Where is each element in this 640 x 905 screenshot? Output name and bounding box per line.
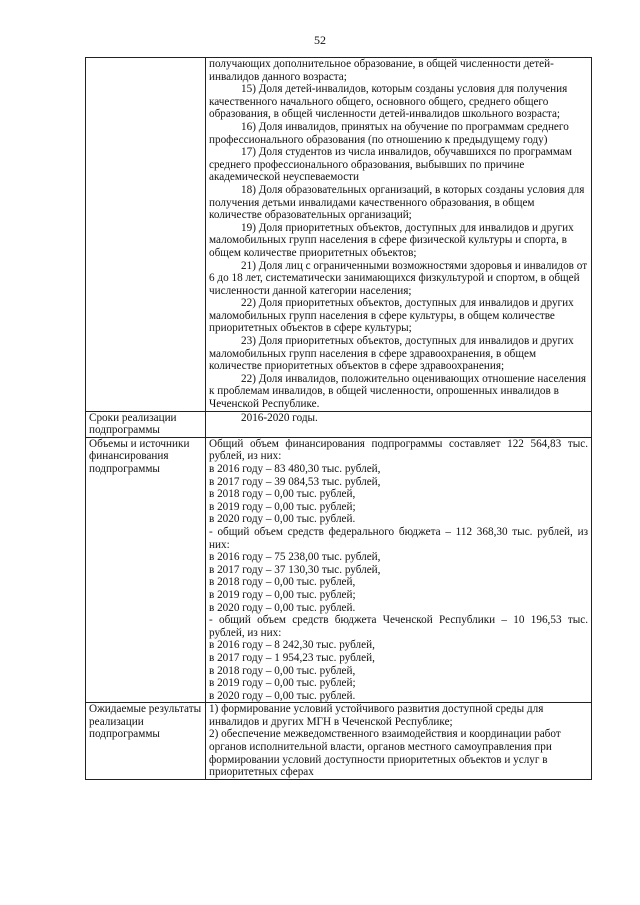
row-label [86,58,206,412]
funding-line: в 2017 году – 39 084,53 тыс. рублей, [209,475,381,488]
paragraph: 19) Доля приоритетных объектов, доступных для инвалидов и других маломобильных групп населения в сфере физической культуры и спорта, в общем количестве приоритетных объектов; [209,221,574,259]
result-line: 1) формирование условий устойчивого развития доступной среды для инвалидов и других МГН в Чеченской Республике; [209,703,544,728]
paragraph: 22) Доля приоритетных объектов, доступных для инвалидов и других маломобильных групп населения в сфере культуры, в общем количестве приоритетных объектов в сфере культуры; [209,297,574,335]
funding-line: в 2018 году – 0,00 тыс. рублей, [209,576,356,589]
funding-line: в 2020 году – 0,00 тыс. рублей. [209,601,356,614]
table-row [86,58,592,412]
funding-line: в 2016 году – 83 480,30 тыс. рублей, [209,463,381,475]
result-line: 2) обеспечение межведомственного взаимодействия и координации работ органов исполнительной власти, органов местного самоуправления при формировании условий доступности приоритетных объектов и услуг в приоритетных сферах [209,728,561,779]
paragraph: 15) Доля детей-инвалидов, которым созданы условия для получения качественного начального общего, основного общего, среднего общего образования, в общей численности детей-инвалидов школьного возраста; [209,83,568,121]
funding-line: в 2017 году – 1 954,23 тыс. рублей, [209,651,375,664]
funding-line: в 2018 году – 0,00 тыс. рублей, [209,488,356,501]
row-label: Объемы и источники финансирования подпрограммы [86,437,206,702]
funding-line: - общий объем средств бюджета Чеченской Республики – 10 196,53 тыс. рублей, из них: [209,614,588,639]
funding-line: в 2020 году – 0,00 тыс. рублей. [209,689,356,702]
row-label: Сроки реализации подпрограммы [86,411,206,437]
paragraph: 21) Доля лиц с ограниченными возможностями здоровья и инвалидов от 6 до 18 лет, систематически занимающихся физкультурой и спортом, в общей численности данной категории населения; [209,259,588,297]
funding-line: в 2018 году – 0,00 тыс. рублей, [209,664,356,677]
funding-line: в 2019 году – 0,00 тыс. рублей; [209,500,356,513]
table-row [86,437,592,702]
row-content [206,58,592,412]
paragraph: 23) Доля приоритетных объектов, доступных для инвалидов и других маломобильных групп населения в сфере здравоохранения, в общем количестве приоритетных объектов в сфере здравоохранения; [209,335,574,373]
paragraph: получающих дополнительное образование, в общей численности детей-инвалидов данного возраста; [209,58,554,83]
funding-line: в 2019 году – 0,00 тыс. рублей; [209,677,356,690]
paragraph: 18) Доля образовательных организаций, в которых созданы условия для получения детьми инвалидами качественного образования, в общем количестве образовательных организаций; [209,183,585,222]
row-content [206,437,592,702]
passport-table [85,57,592,780]
table-row [86,411,592,437]
funding-line: в 2019 году – 0,00 тыс. рублей; [209,588,356,601]
paragraph: 22) Доля инвалидов, положительно оценивающих отношение населения к проблемам инвалидов, в общей численности, опрошенных инвалидов в Чеченской Республике. [209,372,587,411]
funding-line: в 2016 году – 75 238,00 тыс. рублей, [209,551,381,564]
funding-line: - общий объем средств федерального бюджета – 112 368,30 тыс. рублей, из них: [209,525,588,551]
row-content [206,703,592,780]
funding-line: Общий объем финансирования подпрограммы составляет 122 564,83 тыс. рублей, из них: [209,437,588,463]
row-label: Ожидаемые результаты реализации подпрограммы [86,703,206,780]
row-content [206,411,592,437]
page-number: 52 [314,33,326,47]
paragraph: 17) Доля студентов из числа инвалидов, обучавшихся по программам среднего профессионального образования, выбывших по причине академической неуспеваемости [209,146,572,184]
funding-line: в 2016 году – 8 242,30 тыс. рублей, [209,639,375,652]
table-row [86,703,592,780]
funding-line: в 2017 году – 37 130,30 тыс. рублей, [209,563,381,576]
funding-line: в 2020 году – 0,00 тыс. рублей. [209,513,356,526]
paragraph: 16) Доля инвалидов, принятых на обучение по программам среднего профессионального образования (по отношению к предыдущему году) [209,120,569,146]
paragraph: 2016-2020 годы. [241,411,318,424]
